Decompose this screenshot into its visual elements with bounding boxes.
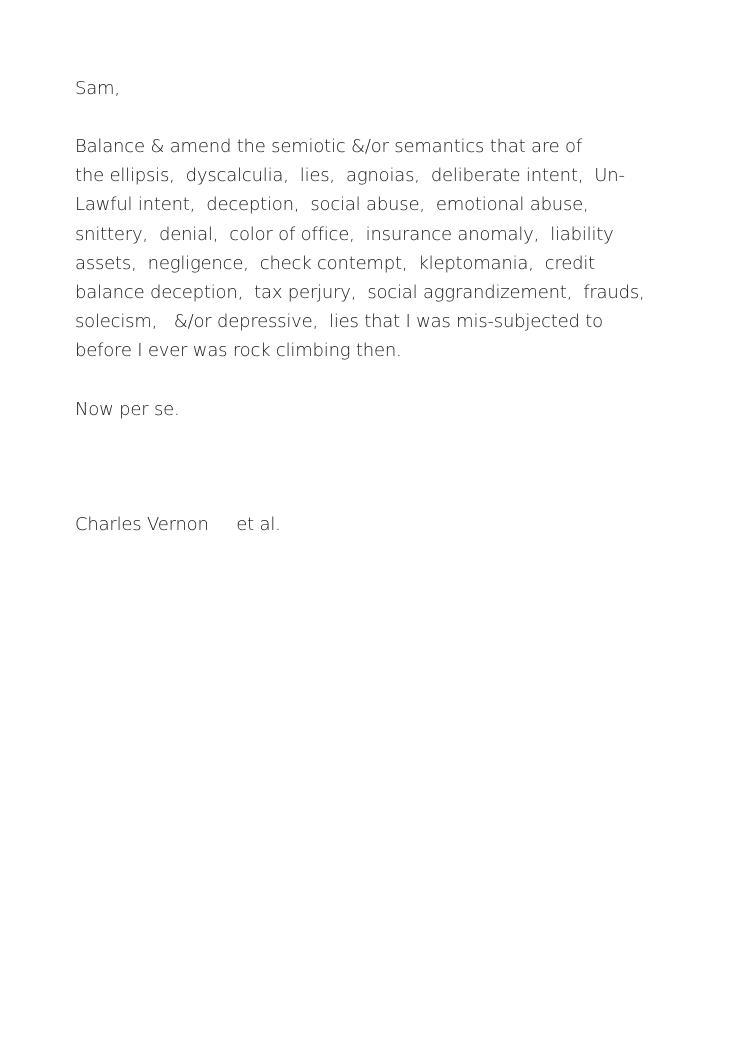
paragraph-line: assets, negligence, check contempt, kleptomania, credit bbox=[75, 252, 596, 274]
letter-body bbox=[75, 74, 695, 539]
paragraph-line: snittery, denial, color of office, insurance anomaly, liability bbox=[75, 223, 614, 245]
paragraph-line: balance deception, tax perjury, social aggrandizement, frauds, bbox=[75, 282, 645, 304]
closing-line: Now per se. bbox=[75, 398, 180, 420]
paragraph-line: solecism, &/or depressive, lies that I was mis-subjected to bbox=[75, 311, 603, 333]
signature-suffix: et al. bbox=[236, 513, 281, 535]
signature-block bbox=[75, 510, 695, 539]
paragraph-line: Balance & amend the semiotic &/or semantics that are of bbox=[75, 136, 583, 157]
salutation: Sam, bbox=[75, 78, 120, 99]
paragraph-line: before I ever was rock climbing then. bbox=[75, 340, 402, 362]
paragraph-line: the ellipsis, dyscalculia, lies, agnoias, deliberate intent, Un- bbox=[75, 165, 625, 187]
letter-paragraph bbox=[75, 132, 695, 366]
paragraph-line: Lawful intent, deception, social abuse, emotional abuse, bbox=[75, 194, 589, 216]
signature-name: Charles Vernon bbox=[75, 513, 209, 535]
